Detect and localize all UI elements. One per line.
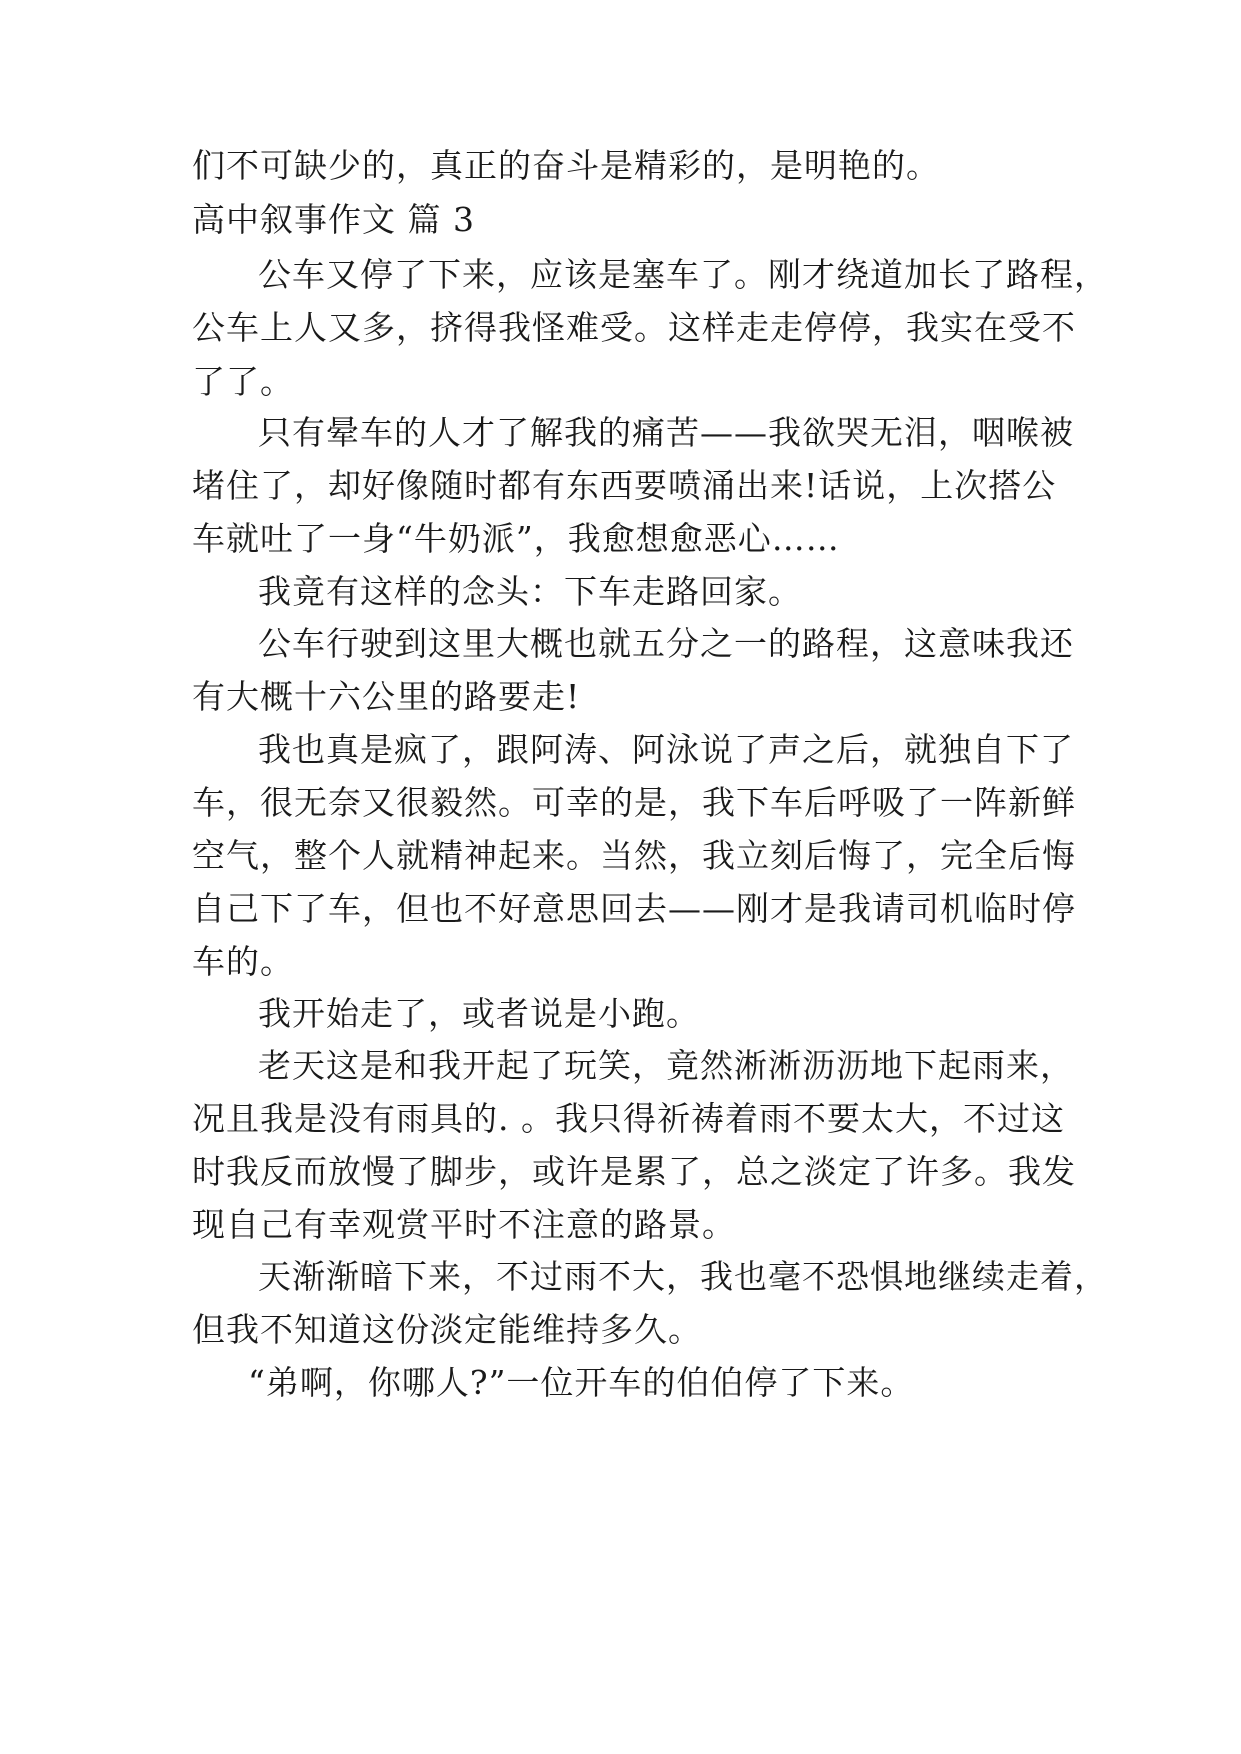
text-line: “弟啊，你哪人?”一位开车的伯伯停了下来。 (248, 1363, 915, 1402)
text-line: 我也真是疯了，跟阿涛、阿泳说了声之后，就独自下了 (258, 730, 1074, 769)
text-line: 们不可缺少的，真正的奋斗是精彩的，是明艳的。 (192, 146, 940, 185)
section-heading: 高中叙事作文 篇 3 (192, 200, 475, 239)
text-line: 公车上人又多，挤得我怪难受。这样走走停停，我实在受不 (192, 308, 1076, 347)
text-line: 公车行驶到这里大概也就五分之一的路程，这意味我还 (258, 624, 1074, 663)
text-line: 堵住了，却好像随时都有东西要喷涌出来!话说，上次搭公 (192, 466, 1057, 505)
text-line: 公车又停了下来，应该是塞车了。刚才绕道加长了路程， (258, 255, 1108, 294)
text-line: 现自己有幸观赏平时不注意的路景。 (192, 1205, 736, 1244)
text-line: 车的。 (192, 942, 294, 981)
text-line: 只有晕车的人才了解我的痛苦——我欲哭无泪，咽喉被 (258, 413, 1074, 452)
text-line: 车就吐了一身“牛奶派”，我愈想愈恶心…… (192, 519, 840, 558)
text-line: 我竟有这样的念头：下车走路回家。 (258, 572, 802, 611)
text-line: 了了。 (192, 362, 294, 401)
text-line: 车，很无奈又很毅然。可幸的是，我下车后呼吸了一阵新鲜 (192, 783, 1076, 822)
text-line: 自己下了车，但也不好意思回去——刚才是我请司机临时停 (192, 889, 1076, 928)
text-line: 有大概十六公里的路要走! (192, 677, 581, 716)
text-line: 天渐渐暗下来，不过雨不大，我也毫不恐惧地继续走着， (258, 1257, 1108, 1296)
text-line: 老天这是和我开起了玩笑，竟然淅淅沥沥地下起雨来， (258, 1046, 1074, 1085)
text-line: 我开始走了，或者说是小跑。 (258, 994, 700, 1033)
text-line: 空气，整个人就精神起来。当然，我立刻后悔了，完全后悔 (192, 836, 1076, 875)
text-line: 但我不知道这份淡定能维持多久。 (192, 1310, 702, 1349)
text-line: 况且我是没有雨具的. 。我只得祈祷着雨不要太大，不过这 (192, 1099, 1065, 1138)
text-line: 时我反而放慢了脚步，或许是累了，总之淡定了许多。我发 (192, 1152, 1076, 1191)
